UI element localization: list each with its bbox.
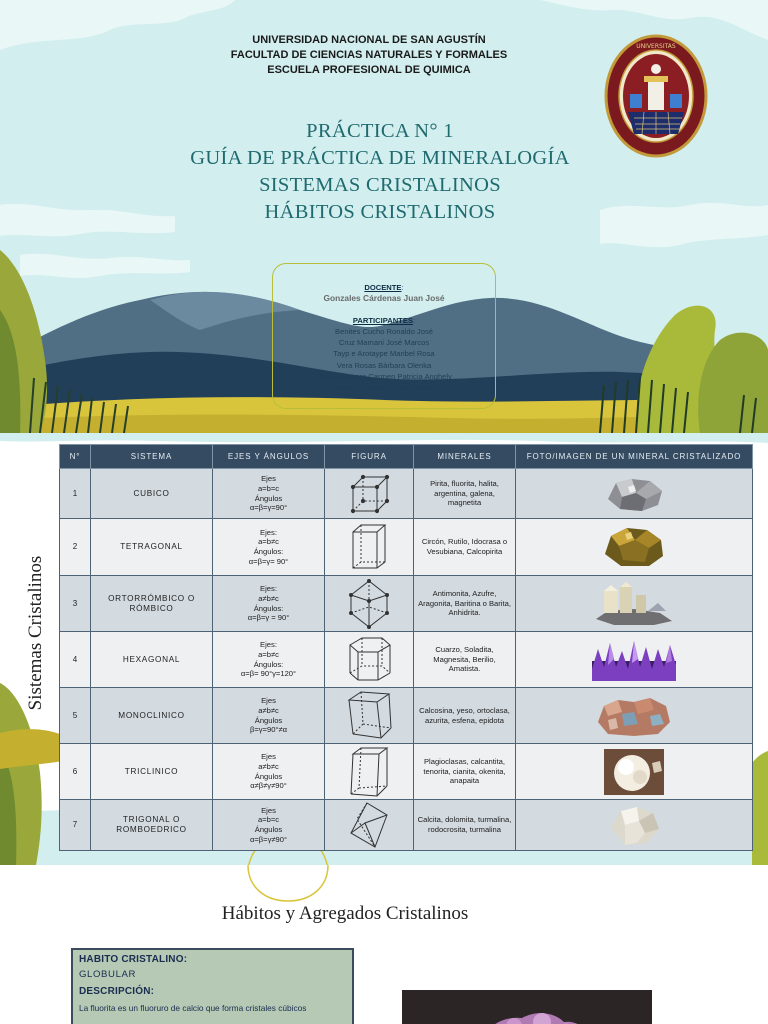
- axes-relation: a≠b≠c: [258, 705, 279, 715]
- hexagonal-crystal-figure: [344, 635, 394, 685]
- orthorhombic-crystal-figure: [347, 579, 391, 629]
- habits-title: Hábitos y Agregados Cristalinos: [221, 903, 469, 924]
- title-slide: [0, 0, 768, 433]
- angles-relation: α=β=γ = 90°: [247, 613, 290, 623]
- participant-5: Vilca Mojonero Carmen Patricia Anghely: [316, 372, 452, 382]
- practice-title: [100, 118, 660, 226]
- minerals: Calcita, dolomita, turmalina, rodocrosita, turmalina: [414, 800, 516, 851]
- row-number: 7: [60, 800, 91, 851]
- angles-relation: α=β=γ= 90°: [248, 556, 289, 566]
- minerals: Plagioclasas, calcantita, tenorita, cianita, okenita, anapaita: [414, 744, 516, 800]
- barita-mineral-photo: [594, 581, 674, 627]
- axes-relation: a=b=c: [257, 483, 280, 493]
- photo-cell: [516, 800, 753, 851]
- calcita-mineral-photo: [607, 803, 661, 847]
- axes-label: Ejes: [261, 805, 276, 815]
- col-header-minerales: MINERALES: [414, 445, 516, 469]
- angles-relation: α=β=γ=90°: [249, 503, 288, 513]
- docente-name: Gonzales Cárdenas Juan José: [323, 293, 445, 304]
- axes-label: Ejes:: [260, 584, 277, 594]
- photo-cell: [516, 519, 753, 576]
- table-row: [60, 576, 753, 632]
- row-number: 4: [60, 632, 91, 688]
- system-name: TRICLINICO: [91, 744, 213, 800]
- row-number: 5: [60, 688, 91, 744]
- photo-cell: [516, 688, 753, 744]
- seal-text: UNIVERSITAS: [636, 43, 676, 50]
- system-name: TRIGONAL O ROMBOEDRICO: [91, 800, 213, 851]
- crystal-systems-table: [59, 444, 753, 851]
- figure-cell: [325, 469, 414, 519]
- trigonal-crystal-figure: [347, 801, 391, 849]
- participant-4: Vera Rosas Bárbara Olenka: [336, 360, 432, 370]
- participant-2: Cruz Mamani José Marcos: [338, 338, 430, 348]
- docente-label: DOCENTE: [364, 283, 402, 292]
- col-header-figura: FIGURA: [325, 445, 414, 469]
- table-row: [60, 519, 753, 576]
- axes-label: Ejes:: [260, 640, 277, 650]
- col-header-n: N°: [60, 445, 91, 469]
- participant-6: Zenteno Miranda Keitli Sarayen: [330, 383, 438, 393]
- credits-box: DOCENTE: Gonzales Cárdenas Juan José PARTICIPANTES: Benites Cucho Ronaldo José Cruz Mamani José Marcos Tayp e Arotaype Maribel Rosa Vera Rosas Bárbara Olenka Vilca Mojonero Carmen Patricia Anghely Zenteno Miranda Keitli Sarayen: [272, 263, 496, 409]
- monoclinic-crystal-figure: [345, 690, 393, 742]
- cubic-crystal-figure: [347, 473, 391, 515]
- title-line-1: PRÁCTICA N° 1: [306, 120, 454, 142]
- figure-cell: [325, 688, 414, 744]
- axes-label: Ejes: [261, 474, 276, 484]
- axes-angles: [213, 688, 325, 744]
- amatista-mineral-photo: [592, 639, 676, 681]
- table-row: [60, 800, 753, 851]
- figure-cell: [325, 632, 414, 688]
- school-name: ESCUELA PROFESIONAL DE QUIMICA: [267, 64, 471, 76]
- crystal-systems-slide: [0, 433, 768, 865]
- university-name: UNIVERSIDAD NACIONAL DE SAN AGUSTÍN: [252, 34, 486, 46]
- university-seal-logo: [604, 34, 708, 158]
- description-label: DESCRIPCIÓN:: [79, 986, 155, 997]
- participant-3: Tayp e Arotaype Maribel Rosa: [333, 349, 435, 359]
- table-row: [60, 469, 753, 519]
- axes-angles: [213, 632, 325, 688]
- habit-label: HABITO CRISTALINO:: [79, 954, 188, 965]
- axes-label: Ejes: [261, 696, 276, 706]
- title-line-4: HÁBITOS CRISTALINOS: [264, 201, 496, 223]
- axes-angles: [213, 800, 325, 851]
- angles-relation: β=γ=90°≠α: [249, 725, 288, 735]
- angles-relation: α=β= 90°γ=120°: [240, 669, 297, 679]
- triclinic-crystal-figure: [347, 746, 391, 798]
- axes-angles: [213, 469, 325, 519]
- row-number: 3: [60, 576, 91, 632]
- row-number: 2: [60, 519, 91, 576]
- angles-label: Ángulos: [254, 493, 283, 503]
- side-title: Sistemas Cristalinos: [25, 555, 46, 711]
- title-line-2: GUÍA DE PRÁCTICA DE MINERALOGÍA: [190, 147, 570, 169]
- photo-cell: [516, 576, 753, 632]
- row-number: 6: [60, 744, 91, 800]
- habit-value: GLOBULAR: [79, 969, 137, 980]
- table-header-row: [60, 445, 753, 469]
- title-line-3: SISTEMAS CRISTALINOS: [259, 174, 501, 196]
- system-name: MONOCLINICO: [91, 688, 213, 744]
- angles-relation: α=β=γ≠90°: [249, 834, 288, 844]
- faculty-name: FACULTAD DE CIENCIAS NATURALES Y FORMALES: [230, 49, 508, 61]
- angles-relation: α≠β≠γ≠90°: [250, 781, 287, 791]
- figure-cell: [325, 576, 414, 632]
- angles-label: Ángulos:: [253, 603, 284, 613]
- minerals: Circón, Rutilo, Idocrasa o Vesubiana, Calcopirita: [414, 519, 516, 576]
- system-name: HEXAGONAL: [91, 632, 213, 688]
- minerals: Antimonita, Azufre, Aragonita, Baritina o Barita, Anhidrita.: [414, 576, 516, 632]
- minerals: Cuarzo, Soladita, Magnesita, Berilio, Amatista.: [414, 632, 516, 688]
- photo-cell: [516, 744, 753, 800]
- row-number: 1: [60, 469, 91, 519]
- galena-mineral-photo: [602, 473, 666, 515]
- col-header-foto: FOTO/IMAGEN DE UN MINERAL CRISTALIZADO: [516, 445, 753, 469]
- axes-angles: [213, 576, 325, 632]
- axes-relation: a=b≠c: [258, 649, 279, 659]
- axes-relation: a=b≠c: [258, 537, 279, 547]
- photo-cell: [516, 469, 753, 519]
- col-header-sistema: SISTEMA: [91, 445, 213, 469]
- habit-card: [71, 948, 354, 1024]
- axes-label: Ejes: [261, 752, 276, 762]
- angles-label: Ángulos: [254, 715, 283, 725]
- figure-cell: [325, 800, 414, 851]
- system-name: ORTORRÓMBICO O RÓMBICO: [91, 576, 213, 632]
- description-text: La fluorita es un fluoruro de calcio que forma cristales cúbicos: [79, 1003, 307, 1013]
- axes-angles: [213, 744, 325, 800]
- axes-relation: a≠b≠c: [258, 761, 279, 771]
- table-row: [60, 632, 753, 688]
- col-header-ejes: EJES Y ÁNGULOS: [213, 445, 325, 469]
- minerals: Calcosina, yeso, ortoclasa, azurita, esfena, epidota: [414, 688, 516, 744]
- habits-slide: [0, 865, 768, 1024]
- axes-relation: a≠b≠c: [258, 593, 279, 603]
- table-row: [60, 688, 753, 744]
- angles-label: Ángulos:: [253, 659, 284, 669]
- minerals: Pirita, fluorita, halita, argentina, galena, magnetita: [414, 469, 516, 519]
- system-name: CUBICO: [91, 469, 213, 519]
- participant-1: Benites Cucho Ronaldo José: [335, 326, 433, 336]
- figure-cell: [325, 519, 414, 576]
- figure-cell: [325, 744, 414, 800]
- ortoclasa-mineral-photo: [594, 692, 674, 740]
- calcopirita-mineral-photo: [601, 524, 667, 570]
- angles-label: Ángulos:: [253, 547, 284, 556]
- angles-label: Ángulos: [254, 771, 283, 781]
- angles-label: Ángulos: [254, 825, 283, 834]
- axes-label: Ejes:: [260, 527, 277, 537]
- tetragonal-crystal-figure: [347, 522, 391, 572]
- axes-angles: [213, 519, 325, 576]
- photo-cell: [516, 632, 753, 688]
- axes-relation: a=b=c: [257, 815, 280, 825]
- okenita-mineral-photo: [604, 749, 664, 795]
- table-row: [60, 744, 753, 800]
- fluorita-globular-photo: [402, 990, 652, 1024]
- system-name: TETRAGONAL: [91, 519, 213, 576]
- participantes-label: PARTICIPANTES: [352, 315, 413, 325]
